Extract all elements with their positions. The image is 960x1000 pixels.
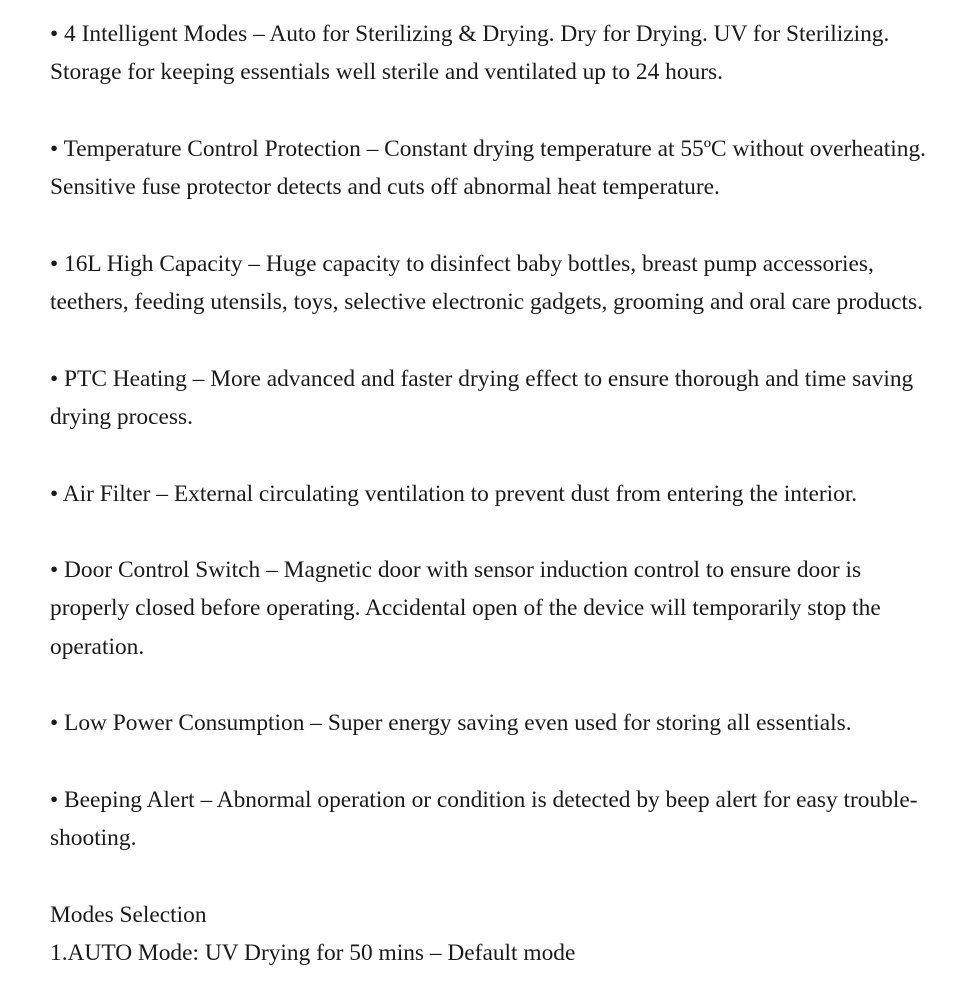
feature-air-filter: • Air Filter – External circulating ventilation to prevent dust from entering the interior. bbox=[50, 480, 858, 507]
mode-item-auto: 1.AUTO Mode: UV Drying for 50 mins – Default mode bbox=[50, 940, 576, 967]
feature-low-power: • Low Power Consumption – Super energy saving even used for storing all essentials. bbox=[50, 710, 852, 737]
feature-ptc-heating: • PTC Heating – More advanced and faster drying effect to ensure thorough and time saving drying process. bbox=[50, 365, 914, 430]
feature-door-control-switch: • Door Control Switch – Magnetic door with sensor induction control to ensure door is properly closed before operating. Accidental open of the device will temporarily stop the operation. bbox=[50, 557, 881, 660]
feature-temperature-control: • Temperature Control Protection – Constant drying temperature at 55ºC without overheating. Sensitive fuse protector detects and cuts off abnormal heat temperature. bbox=[50, 135, 927, 201]
modes-selection-heading: Modes Selection bbox=[50, 901, 207, 928]
product-description bbox=[50, 15, 942, 972]
feature-high-capacity: • 16L High Capacity – Huge capacity to disinfect baby bottles, breast pump accessories, teethers, feeding utensils, toys, selective electronic gadgets, grooming and oral care products. bbox=[50, 250, 923, 316]
feature-intelligent-modes: • 4 Intelligent Modes – Auto for Sterilizing & Drying. Dry for Drying. UV for Sterilizing. Storage for keeping essentials well sterile and ventilated up to 24 hours. bbox=[50, 21, 890, 86]
feature-beeping-alert: • Beeping Alert – Abnormal operation or condition is detected by beep alert for easy trouble-shooting. bbox=[50, 786, 918, 852]
